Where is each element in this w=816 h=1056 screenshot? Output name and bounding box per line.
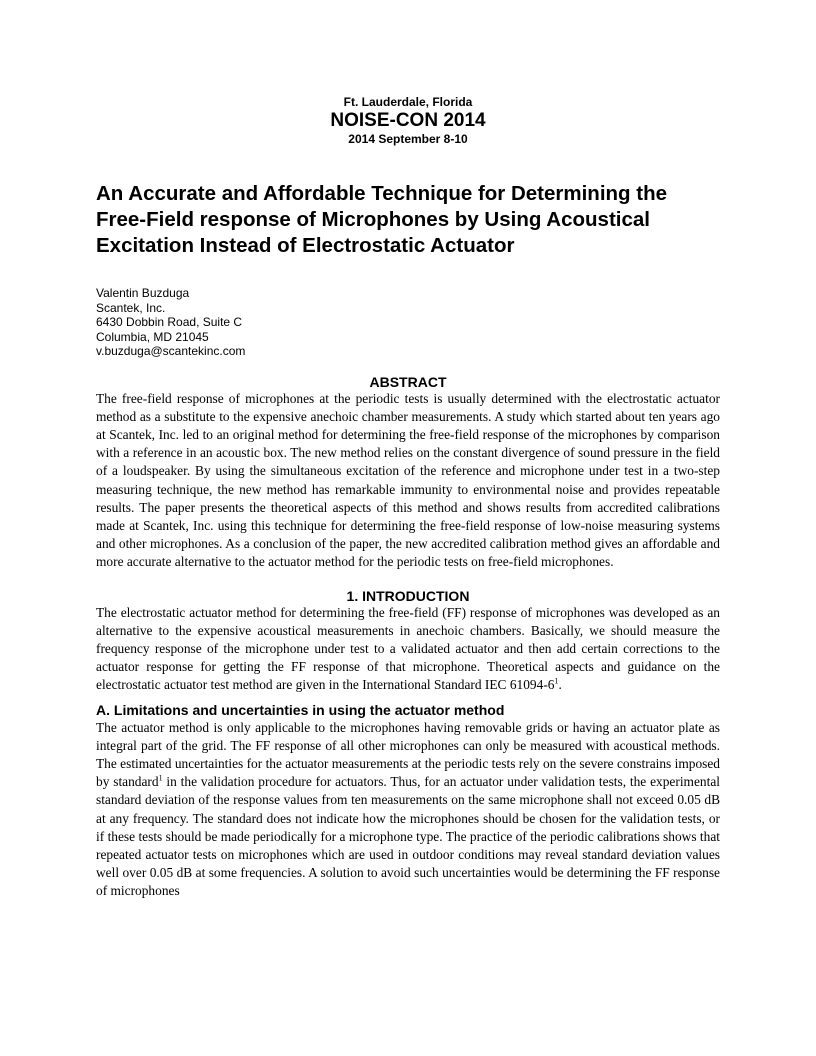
subsection-body-b: in the validation procedure for actuators. Thus, for an actuator under validation tests, the experimental standard deviation of the response values from ten measurements on the same microphone shall not exceed 0.05 dB at any frequency. The standard does not indicate how the microphones should be chosen for the validation tests, or if these tests should be made periodically for a microphone type. The practice of the periodic calibrations shows that repeated actuator tests on microphones which are used in outdoor conditions may reveal standard deviation values well over 0.05 dB at some frequencies. A solution to avoid such uncertainties would be determining the FF response of microphones — [96, 774, 720, 899]
author-address-line: Columbia, MD 21045 — [96, 329, 209, 344]
author-address-line: 6430 Dobbin Road, Suite C — [96, 315, 243, 329]
paper-title-line: An Accurate and Affordable Technique for Determining the — [96, 182, 668, 205]
conference-name: NOISE-CON 2014 — [330, 110, 486, 131]
author-organization: Scantek, Inc. — [96, 300, 166, 315]
introduction-text — [96, 604, 720, 695]
subsection-text — [96, 719, 720, 901]
paper-page — [96, 94, 720, 901]
subsection-body-a: The actuator method is only applicable to the microphones having removable grids or having an actuator plate as integral part of the grid. The FF response of all other microphones can only be measured with acoustical methods. The estimated uncertainties for the actuator measurements at the periodic tests rely on the severe constrains imposed by standard — [96, 719, 720, 790]
author-email: v.buzduga@scantekinc.com — [96, 344, 246, 358]
subsection-heading: A. Limitations and uncertainties in using the actuator method — [96, 701, 505, 718]
conference-date: 2014 September 8-10 — [348, 132, 468, 146]
citation-ref: 1 — [158, 773, 163, 783]
paper-title-line: Excitation Instead of Electrostatic Actuator — [96, 234, 515, 257]
citation-ref: 1 — [554, 676, 559, 686]
conference-location: Ft. Lauderdale, Florida — [343, 95, 473, 109]
abstract-heading: ABSTRACT — [369, 373, 447, 390]
introduction-heading: 1. INTRODUCTION — [346, 587, 470, 604]
author-block — [96, 286, 720, 359]
author-name: Valentin Buzduga — [96, 286, 190, 300]
paper-title — [96, 181, 720, 259]
introduction-body: The electrostatic actuator method for determining the free-field (FF) response of microphones was developed as an alternative to the expensive acoustical measurements in anechoic chambers. Basically, we should measure the frequency response of the microphone under test to a validated actuator and then add certain corrections to the actuator response for getting the FF response of that microphone. Theoretical aspects and guidance on the electrostatic actuator test method are given in the International Standard IEC 61094-6 — [96, 604, 720, 693]
abstract-text: The free-field response of microphones at the periodic tests is usually determined with the electrostatic actuator method as a substitute to the expensive anechoic chamber measurements. A study which started about ten years ago at Scantek, Inc. led to an original method for determining the free-field response of the microphones by comparison with a reference in an acoustic box. The new method relies on the constant divergence of sound pressure in the field of a loudspeaker. By using the simultaneous excitation of the reference and microphone under test in a two-step measuring technique, the new method has remarkable immunity to environmental noise and provides repeatable results. The paper presents the theoretical aspects of this method and shows results from accredited calibrations made at Scantek, Inc. using this technique for determining the free-field response of low-noise measuring systems and other microphones. As a conclusion of the paper, the new accredited calibration method gives an affordable and more accurate alternative to the actuator method for the periodic tests on free-field microphones. — [96, 390, 720, 570]
introduction-end: . — [558, 677, 562, 693]
paper-title-line: Free-Field response of Microphones by Using Acoustical — [96, 208, 650, 231]
